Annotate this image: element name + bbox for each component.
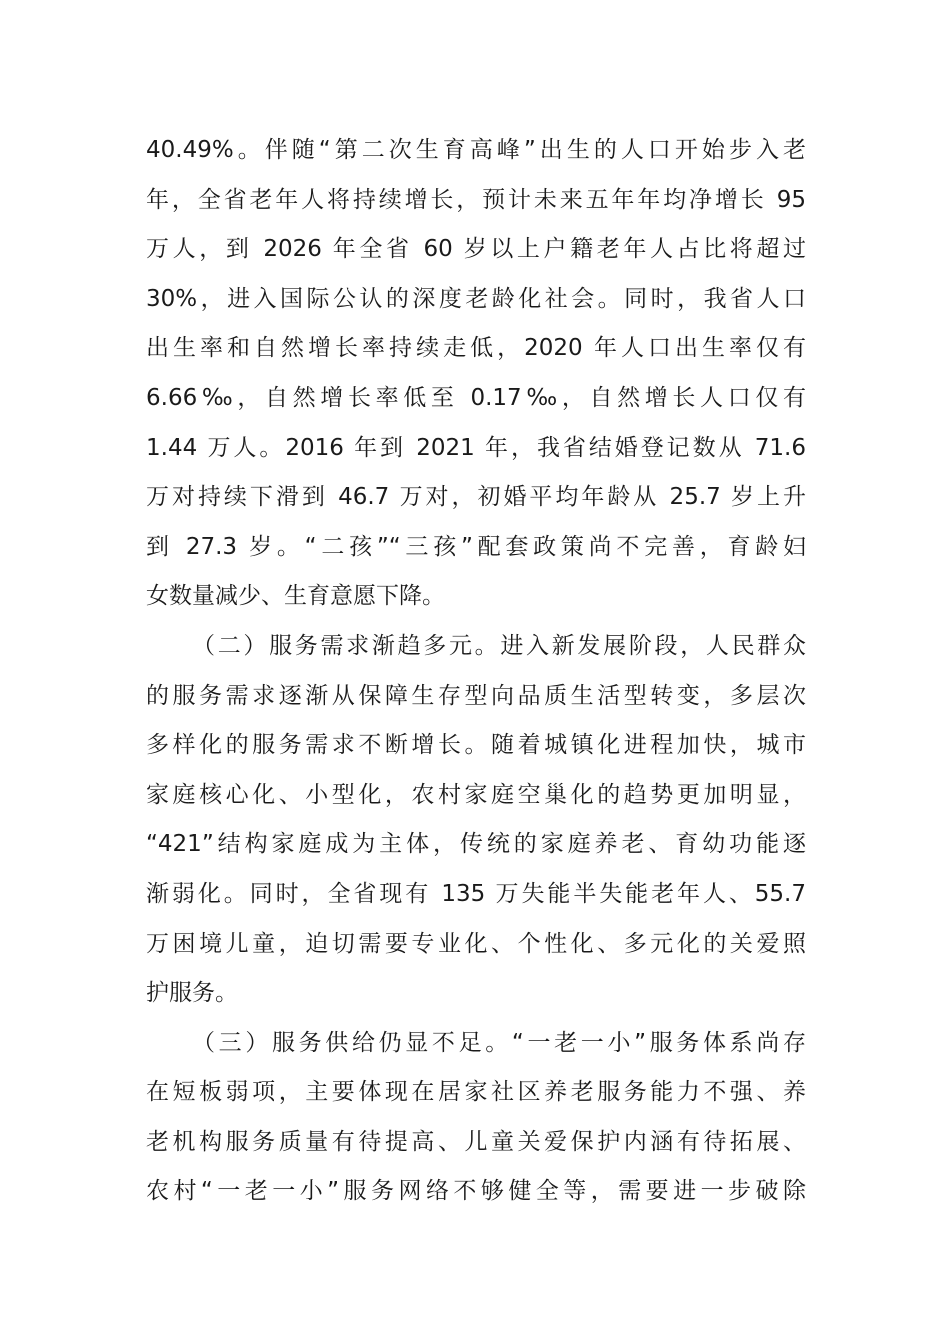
text-line: “421”结构家庭成为主体，传统的家庭养老、育幼功能逐 (146, 831, 806, 858)
text-line: 年，全省老年人将持续增长，预计未来五年年均净增长 95 (146, 186, 806, 213)
text-line: 女数量减少、生育意愿下降。 (146, 583, 445, 610)
text-line: 多样化的服务需求不断增长。随着城镇化进程加快，城市 (146, 732, 806, 759)
text-line: 渐弱化。同时，全省现有 135 万失能半失能老年人、55.7 (146, 880, 806, 907)
text-line: 到 27.3 岁。“二孩”“三孩”配套政策尚不完善，育龄妇 (146, 533, 806, 560)
text-line: 1.44 万人。2016 年到 2021 年，我省结婚登记数从 71.6 (146, 434, 806, 461)
text-line: 万困境儿童，迫切需要专业化、个性化、多元化的关爱照 (146, 930, 806, 957)
text-line: 万对持续下滑到 46.7 万对，初婚平均年龄从 25.7 岁上升 (146, 484, 806, 511)
text-line: 30%，进入国际公认的深度老龄化社会。同时，我省人口 (146, 285, 806, 312)
text-line: 家庭核心化、小型化，农村家庭空巢化的趋势更加明显， (146, 781, 806, 808)
body-text (146, 126, 806, 1217)
paragraph-heading-line: （三）服务供给仍显不足。“一老一小”服务体系尚存 (192, 1029, 806, 1056)
paragraph-heading-line: （二）服务需求渐趋多元。进入新发展阶段，人民群众 (192, 632, 806, 659)
text-line: 出生率和自然增长率持续走低，2020 年人口出生率仅有 (146, 335, 806, 362)
text-line: 万人，到 2026 年全省 60 岁以上户籍老年人占比将超过 (146, 236, 806, 263)
text-line: 的服务需求逐渐从保障生存型向品质生活型转变，多层次 (146, 682, 806, 709)
text-line: 在短板弱项，主要体现在居家社区养老服务能力不强、养 (146, 1079, 806, 1106)
text-line: 40.49%。伴随“第二次生育高峰”出生的人口开始步入老 (146, 137, 806, 163)
text-line: 农村“一老一小”服务网络不够健全等，需要进一步破除 (146, 1178, 806, 1205)
text-line: 老机构服务质量有待提高、儿童关爱保护内涵有待拓展、 (146, 1128, 806, 1155)
text-line: 护服务。 (146, 980, 238, 1007)
text-line: 6.66‰，自然增长率低至 0.17‰，自然增长人口仅有 (146, 384, 806, 411)
